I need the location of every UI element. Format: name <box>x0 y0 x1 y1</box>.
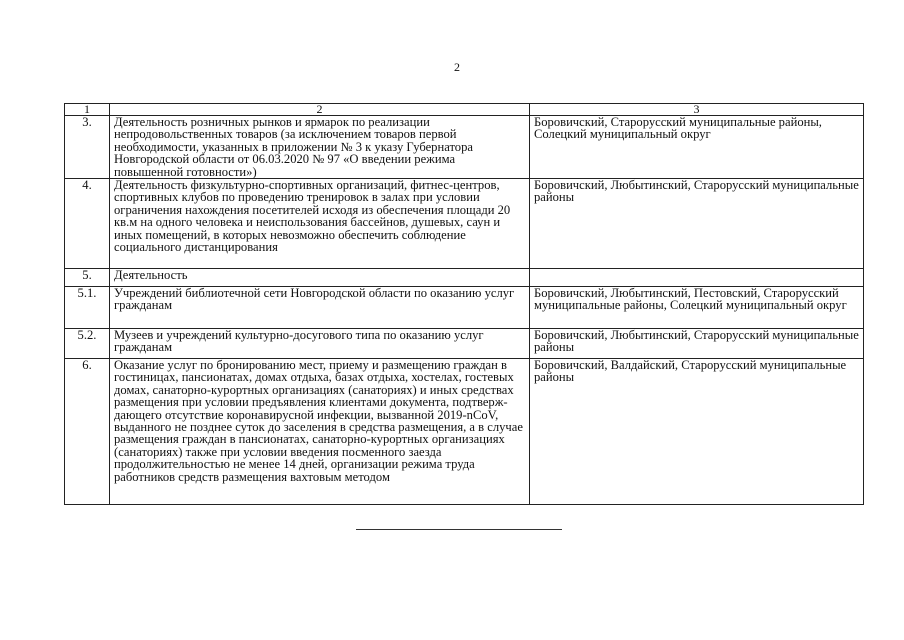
row-activity: Учреждений библиотечной сети Новгородской области по оказанию услуг гражданам <box>110 287 530 329</box>
row-activity: Деятельность <box>110 269 530 287</box>
row-number: 4. <box>65 179 110 269</box>
row-regions <box>530 269 864 287</box>
end-of-document-line <box>356 529 562 530</box>
row-number: 5. <box>65 269 110 287</box>
row-number: 5.1. <box>65 287 110 329</box>
column-header-regions: 3 <box>530 104 864 116</box>
page-number: 2 <box>454 60 460 74</box>
table-row <box>65 269 864 287</box>
column-header-activity: 2 <box>110 104 530 116</box>
row-activity: Деятельность розничных рынков и ярмарок по реализации непродовольственных товаров (за исключением товаров первой необходимости, указанных в приложении № 3 к указу Губернатора Новгородской области от 06.03.2020 № 97 «О введении режима повышенной готовности») <box>110 116 530 179</box>
row-activity: Музеев и учреждений культурно-досугового типа по оказанию услуг гражданам <box>110 329 530 359</box>
table-row <box>65 116 864 179</box>
row-regions: Боровичский, Любытинский, Старорусский муниципальные районы <box>530 179 864 269</box>
regions-restrictions-table <box>64 103 864 505</box>
table-row <box>65 179 864 269</box>
column-header-number: 1 <box>65 104 110 116</box>
row-number: 5.2. <box>65 329 110 359</box>
table-row <box>65 359 864 505</box>
table-header-row <box>65 104 864 116</box>
row-number: 3. <box>65 116 110 179</box>
row-activity: Оказание услуг по бронированию мест, приему и размещению граждан в гостиницах, пансионатах, домах отдыха, базах отдыха, хостелах, гостевых домах, санаторно-курортных организациях (санаториях) и иных средствах размещения при условии предъявления клиентами документа, подтверж-дающего отсутствие коронавирусной инфекции, вызванной 2019-nCoV, выданного не позднее суток до заселения в средства размещения, а в случае размещения граждан в пансионатах, санаторно-курортных организациях (санаториях) также при условии введения посменного заезда продолжительностью не менее 14 дней, организации режима труда работников средств размещения вахтовым методом <box>110 359 530 505</box>
row-regions: Боровичский, Старорусский муниципальные районы, Солецкий муниципальный округ <box>530 116 864 179</box>
row-regions: Боровичский, Валдайский, Старорусский муниципальные районы <box>530 359 864 505</box>
row-regions: Боровичский, Любытинский, Старорусский муниципальные районы <box>530 329 864 359</box>
row-regions: Боровичский, Любытинский, Пестовский, Старорусский муниципальные районы, Солецкий муниципальный округ <box>530 287 864 329</box>
row-number: 6. <box>65 359 110 505</box>
table-row <box>65 287 864 329</box>
table-row <box>65 329 864 359</box>
row-activity: Деятельность физкультурно-спортивных организаций, фитнес-центров, спортивных клубов по проведению тренировок в залах при условии ограничения нахождения посетителей исходя из обеспечения площади 20 кв.м на одного человека и неиспользования бассейнов, душевых, саун и иных помещений, в которых невозможно обеспечить соблюдение социального дистанцирования <box>110 179 530 269</box>
